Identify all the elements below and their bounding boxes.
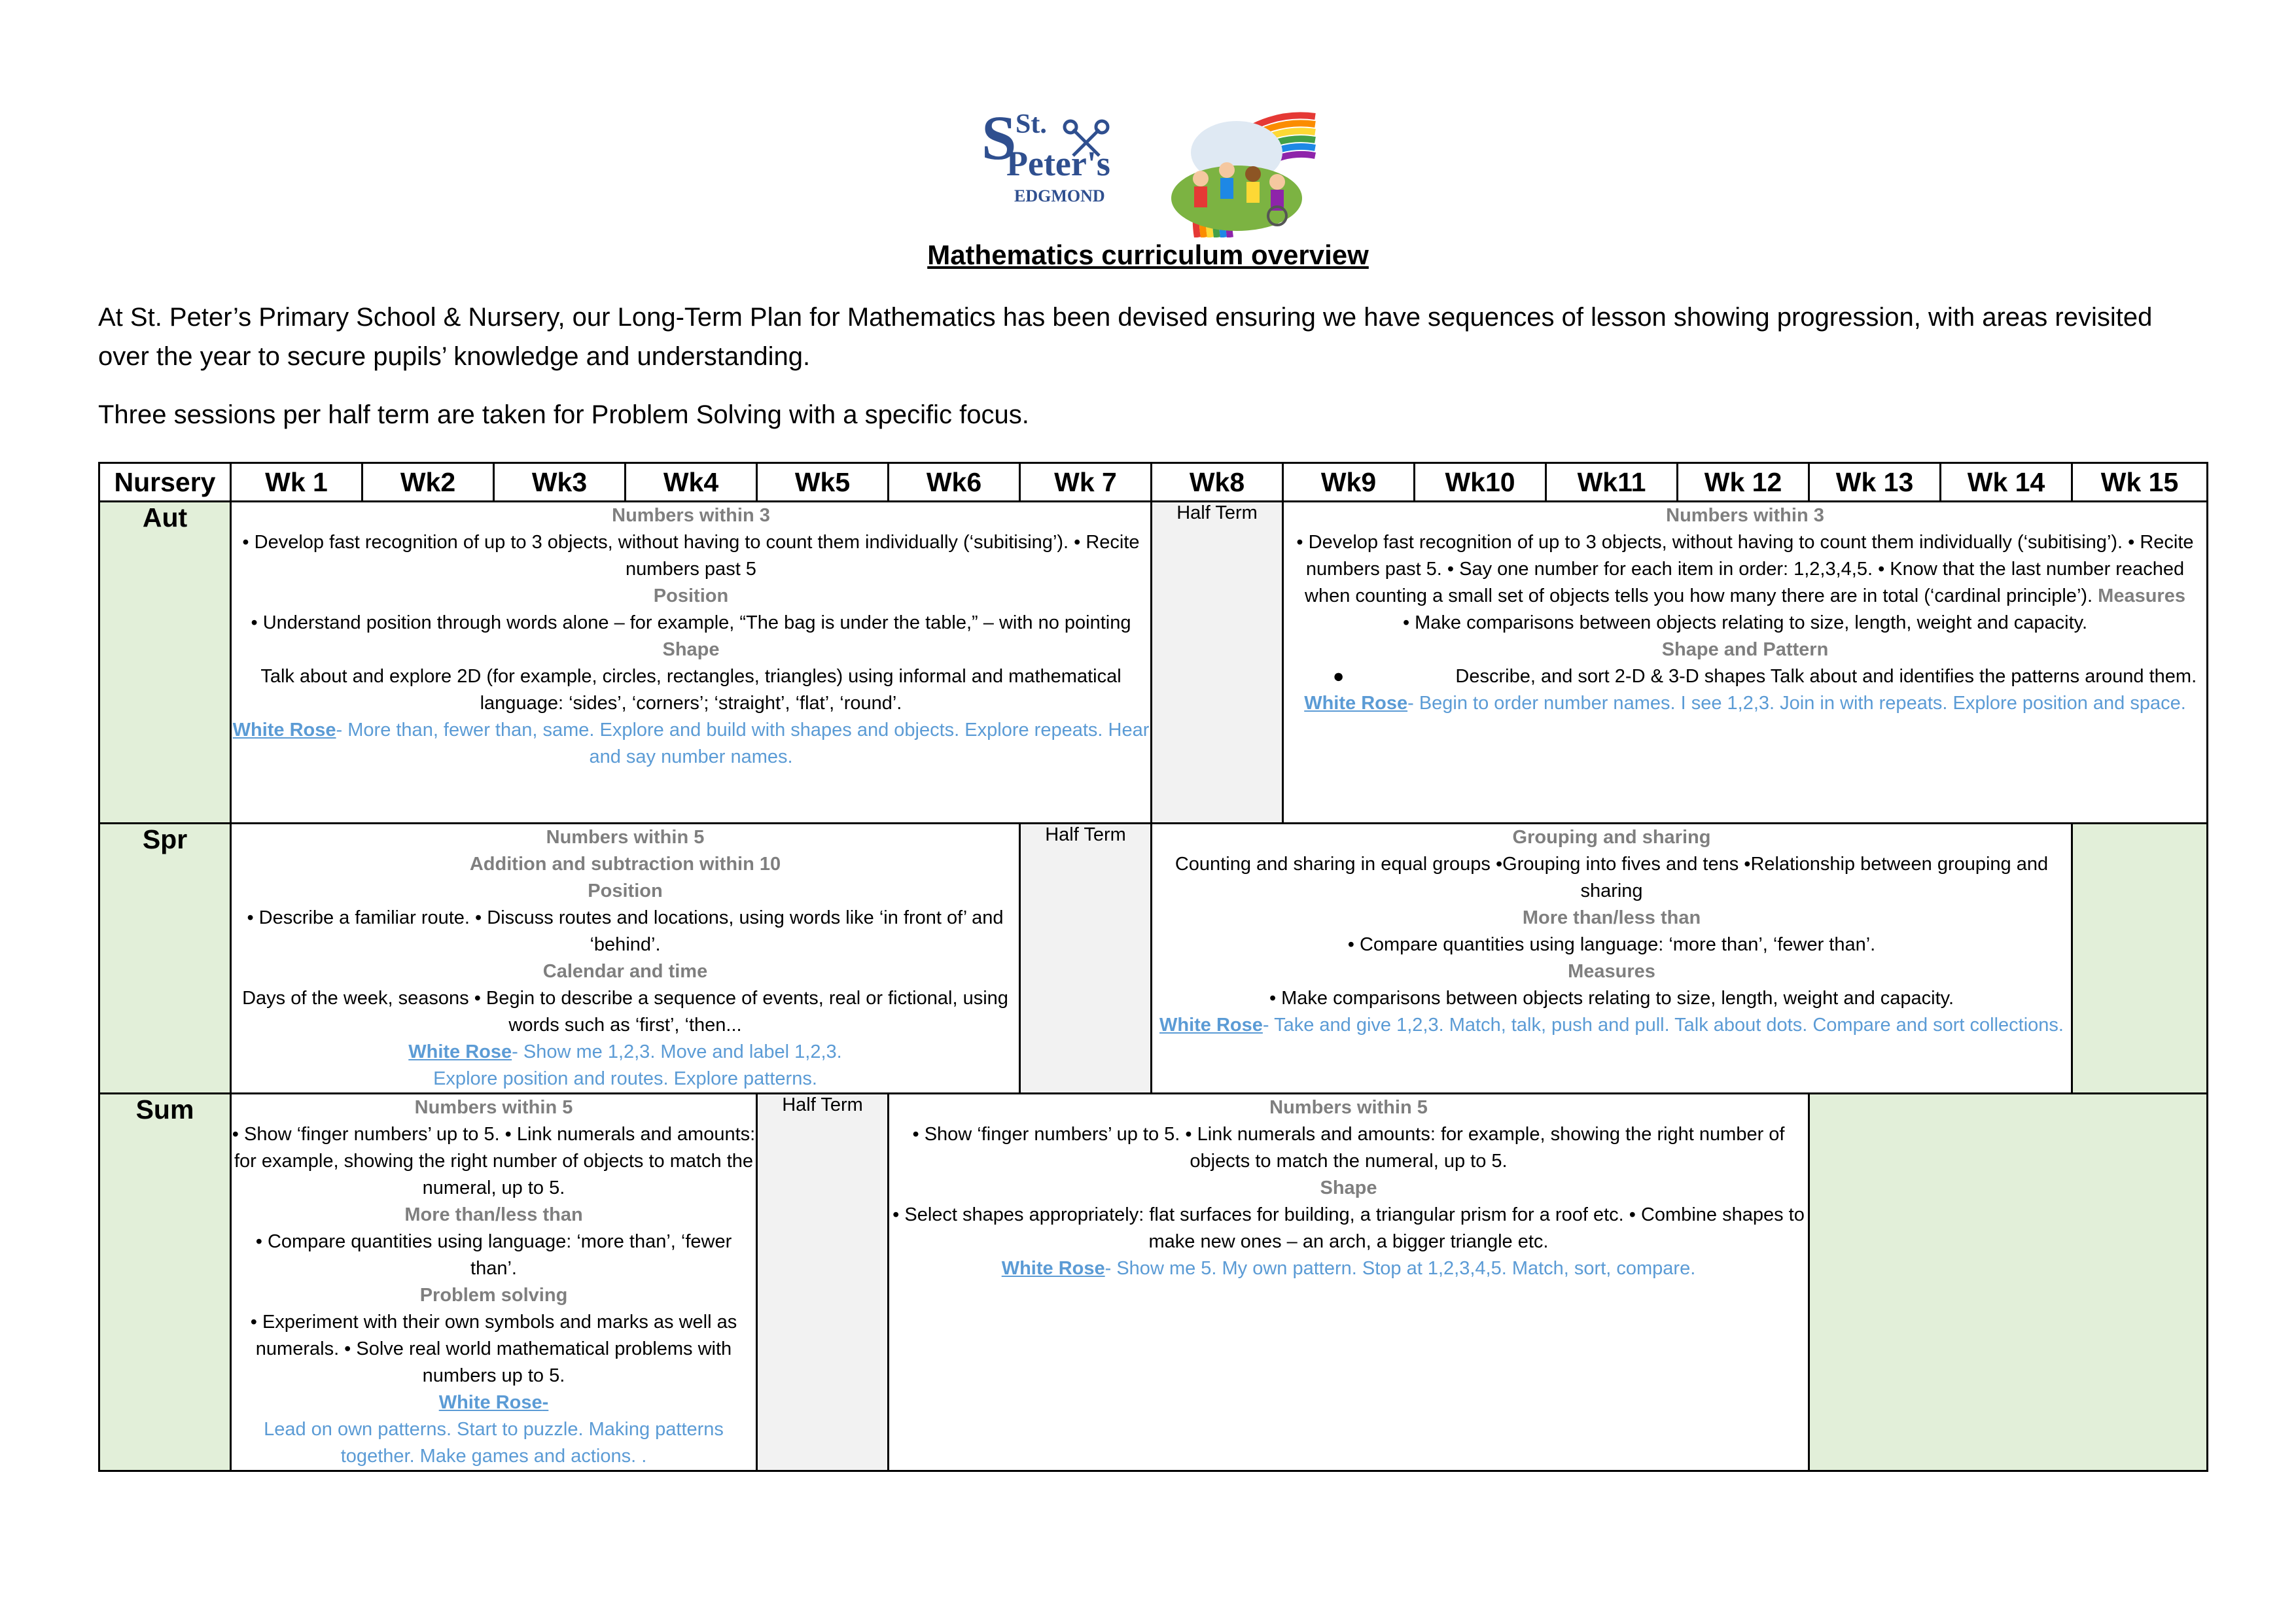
header-wk14: Wk 14 [1941,463,2072,502]
sum2-heading-1: Numbers within 5 [1269,1097,1428,1118]
aut2-heading-3: Shape and Pattern [1661,639,1829,660]
white-rose-link[interactable]: White Rose [1001,1258,1105,1279]
header-wk12: Wk 12 [1678,463,1809,502]
spr1-heading-2: Position [588,881,663,901]
spr2-heading-1: Grouping and sharing [1512,827,1711,848]
white-rose-link[interactable]: White Rose [232,720,336,741]
header-wk6: Wk6 [889,463,1020,502]
autumn-block-1 [231,502,1152,824]
aut2-text-3-body: Describe, and sort 2-D & 3-D shapes Talk about and identifies the patterns around them. [1455,666,2197,687]
aut2-text-2: • Make comparisons between objects relating to size, length, weight and capacity. [1402,612,2088,633]
curriculum-table [98,462,2208,1472]
summer-block-2 [889,1094,1809,1471]
aut2-text-3 [1284,663,2206,690]
aut2-text-1 [1284,529,2206,610]
half-term-summer: Half Term [757,1094,889,1471]
header-wk11: Wk11 [1546,463,1678,502]
row-spring [99,824,2208,1094]
aut1-white-rose-text: - More than, fewer than, same. Explore and build with shapes and objects. Explore repeats. Hear and say number names. [336,720,1150,767]
spr1-white-rose-text-2: Explore position and routes. Explore patterns. [433,1068,817,1089]
spr2-text-3: • Make comparisons between objects relating to size, length, weight and capacity. [1269,988,1954,1009]
white-rose-link[interactable]: White Rose [408,1041,512,1062]
spr1-white-rose-text: - Show me 1,2,3. Move and label 1,2,3. [512,1041,842,1062]
row-summer [99,1094,2208,1471]
sum1-white-rose-dash: - [542,1392,549,1413]
aut2-heading-2: Measures [2098,585,2185,606]
summer-block-1 [231,1094,757,1471]
sum1-heading-2: More than/less than [404,1204,583,1225]
header-wk5: Wk5 [757,463,889,502]
school-logos [975,97,1341,237]
rainbow-children-illustration [1171,115,1315,237]
sum2-white-rose-text: - Show me 5. My own pattern. Stop at 1,2,3,4,5. Match, sort, compare. [1104,1258,1696,1279]
aut2-white-rose-text: - Begin to order number names. I see 1,2,3. Join in with repeats. Explore position and space. [1407,693,2186,714]
white-rose-link[interactable]: White Rose [1304,693,1408,714]
half-term-autumn: Half Term [1152,502,1283,824]
half-term-spring: Half Term [1020,824,1152,1094]
aut1-text-3: Talk about and explore 2D (for example, circles, rectangles, triangles) using informal and mathematical language: ‘sides’, ‘corners’; ‘straight’, ‘flat’, ‘round’. [260,666,1122,714]
logo-text-main: Peter's [1006,144,1110,183]
sum1-white-rose [232,1389,756,1416]
season-label-summer: Sum [99,1094,231,1471]
sum2-text-2: • Select shapes appropriately: flat surfaces for building, a triangular prism for a roof etc. • Combine shapes to make new ones – an arch, a bigger triangle etc. [892,1204,1805,1252]
aut1-text-2: • Understand position through words alone – for example, “The bag is under the table,” – with no pointing [251,612,1131,633]
row-autumn [99,502,2208,824]
header-wk10: Wk10 [1415,463,1546,502]
aut2-white-rose [1284,690,2206,717]
logo-letter-s: S [981,103,1017,173]
header-wk2: Wk2 [362,463,494,502]
summer-empty-cell [1809,1094,2208,1471]
st-peters-logo [981,103,1110,205]
aut2-text-1-body: • Develop fast recognition of up to 3 objects, without having to count them individually (‘subitising’). • Recite numbers past 5. • Say one number for each item in order: 1,2,3,4,5. • Know that the last number reached when counting a small set of objects tells you how many there are in total (‘cardinal principle’). [1296,532,2194,606]
sum1-heading-1: Numbers within 5 [414,1097,573,1118]
header-row [99,463,2208,502]
aut1-heading-1: Numbers within 3 [612,505,770,526]
spr1-white-rose [232,1039,1019,1066]
intro-paragraph: At St. Peter’s Primary School & Nursery, our Long-Term Plan for Mathematics has been devised ensuring we have sequences of lesson showing progression, with areas revisited over the year to secure pupils’ knowledge and understanding. [98,303,2153,371]
spr1-heading-3: Calendar and time [542,961,708,982]
autumn-block-2 [1283,502,2208,824]
sum1-text-3: • Experiment with their own symbols and marks as well as numerals. • Solve real world mathematical problems with numbers up to 5. [250,1312,737,1386]
header-wk15: Wk 15 [2072,463,2208,502]
season-label-autumn: Aut [99,502,231,824]
bullet-icon: ● [1332,666,1345,687]
sum1-text-2: • Compare quantities using language: ‘more than’, ‘fewer than’. [255,1231,732,1279]
sum2-white-rose [889,1255,1808,1282]
sum2-heading-2: Shape [1320,1178,1377,1198]
spr1-text-3: Days of the week, seasons • Begin to describe a sequence of events, real or fictional, using words such as ‘first’, ‘then... [242,988,1008,1036]
aut1-heading-3: Shape [662,639,720,660]
sum1-text-1: • Show ‘finger numbers’ up to 5. • Link numerals and amounts: for example, showing the right number of objects to match the numeral, up to 5. [232,1124,756,1198]
sum2-text-1: • Show ‘finger numbers’ up to 5. • Link numerals and amounts: for example, showing the right number of objects to match the numeral, up to 5. [912,1124,1785,1172]
sum1-heading-3: Problem solving [419,1285,568,1306]
aut1-text-1: • Develop fast recognition of up to 3 objects, without having to count them individually (‘subitising’). • Recite numbers past 5 [242,532,1140,580]
page-title: Mathematics curriculum overview [927,239,1369,270]
spr2-text-1: Counting and sharing in equal groups •Grouping into fives and tens •Relationship between grouping and sharing [1174,854,2049,901]
header-wk8: Wk8 [1152,463,1283,502]
header-wk3: Wk3 [494,463,626,502]
spr2-heading-3: Measures [1568,961,1655,982]
spr2-heading-2: More than/less than [1522,907,1701,928]
spring-block-2 [1152,824,2072,1094]
spr1-heading-1b: Addition and subtraction within 10 [469,854,781,875]
header-nursery: Nursery [99,463,231,502]
header-wk1: Wk 1 [231,463,362,502]
season-label-spring: Spr [99,824,231,1094]
sessions-note: Three sessions per half term are taken for Problem Solving with a specific focus. [98,400,1029,429]
spr2-white-rose-text: - Take and give 1,2,3. Match, talk, push and pull. Talk about dots. Compare and sort collections. [1262,1015,2064,1036]
aut2-heading-1: Numbers within 3 [1666,505,1824,526]
aut1-heading-2: Position [653,585,729,606]
spr2-white-rose [1152,1012,2071,1039]
spr2-text-2: • Compare quantities using language: ‘more than’, ‘fewer than’. [1347,934,1876,955]
white-rose-link[interactable]: White Rose [1159,1015,1263,1036]
spr1-text-2: • Describe a familiar route. • Discuss routes and locations, using words like ‘in front of’ and ‘behind’. [247,907,1004,955]
header-wk9: Wk9 [1283,463,1415,502]
spring-block-1 [231,824,1020,1094]
white-rose-link[interactable]: White Rose [438,1392,542,1413]
header-wk7: Wk 7 [1020,463,1152,502]
aut1-white-rose [232,717,1150,771]
header-wk4: Wk4 [626,463,757,502]
spring-empty-cell [2072,824,2208,1094]
logo-text-bottom: EDGMOND [1014,186,1105,205]
header-wk13: Wk 13 [1809,463,1941,502]
logo-text-top: St. [1016,109,1047,139]
spr1-heading-1: Numbers within 5 [546,827,705,848]
sum1-white-rose-text: Lead on own patterns. Start to puzzle. Making patterns together. Make games and actions. . [264,1419,724,1467]
